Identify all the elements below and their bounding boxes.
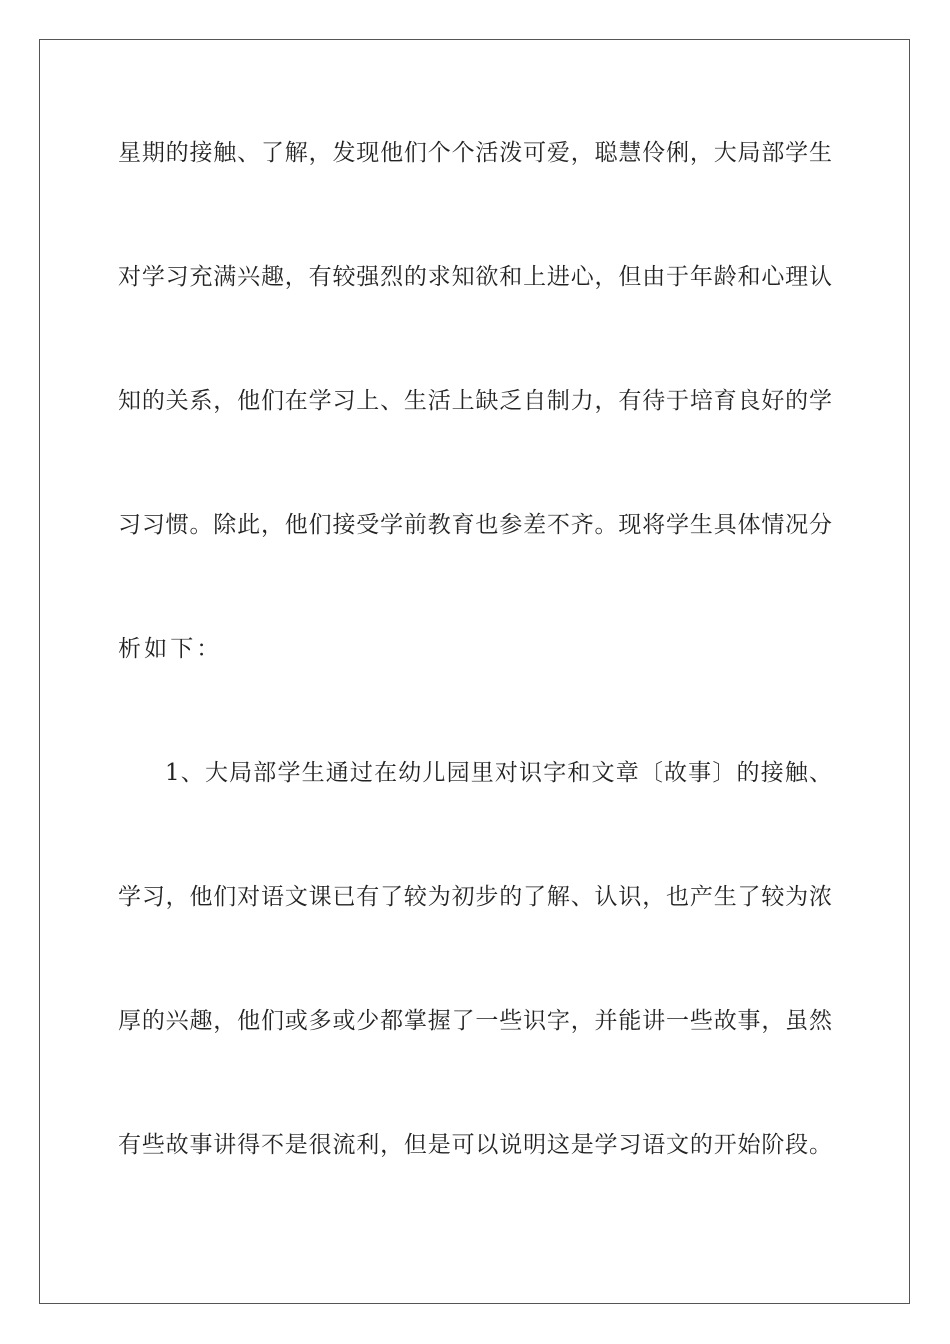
page-border: [39, 39, 910, 1304]
paragraph-line-4: 习习惯。除此，他们接受学前教育也参差不齐。现将学生具体情况分: [118, 512, 832, 538]
paragraph-line-9: 有些故事讲得不是很流利，但是可以说明这是学习语文的开始阶段。: [118, 1132, 832, 1158]
paragraph-line-5: 析如下：: [118, 636, 223, 662]
paragraph-line-6: 1、大局部学生通过在幼儿园里对识字和文章〔故事〕的接触、: [165, 760, 832, 786]
paragraph-line-8: 厚的兴趣，他们或多或少都掌握了一些识字，并能讲一些故事，虽然: [118, 1008, 832, 1034]
paragraph-line-2: 对学习充满兴趣，有较强烈的求知欲和上进心，但由于年龄和心理认: [118, 264, 832, 290]
paragraph-line-1: 星期的接触、了解，发现他们个个活泼可爱，聪慧伶俐，大局部学生: [118, 140, 832, 166]
paragraph-line-7: 学习，他们对语文课已有了较为初步的了解、认识，也产生了较为浓: [118, 884, 832, 910]
paragraph-line-3: 知的关系，他们在学习上、生活上缺乏自制力，有待于培育良好的学: [118, 388, 832, 414]
